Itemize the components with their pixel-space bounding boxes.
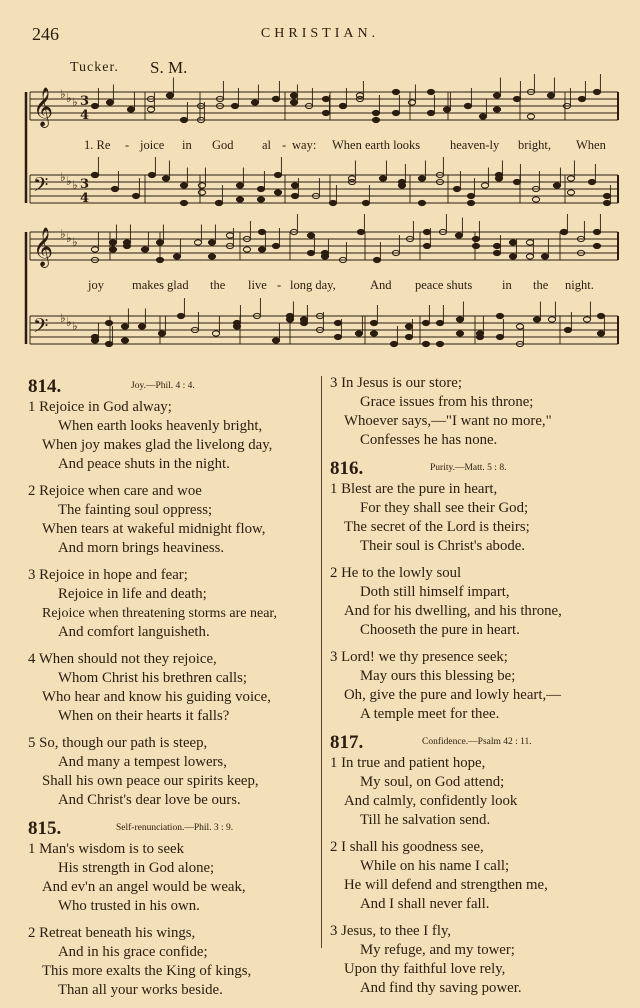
verse-line: Oh, give the pure and lowly heart,— <box>344 687 561 703</box>
verse-line: Rejoice in life and death; <box>58 586 207 602</box>
svg-text:4: 4 <box>80 108 90 123</box>
verse-line: His strength in God alone; <box>58 860 215 876</box>
svg-text:♭: ♭ <box>60 170 66 184</box>
lyric-syllable: bright, <box>518 138 551 152</box>
verse-line: And many a tempest lowers, <box>58 754 227 770</box>
verse-line: This more exalts the King of kings, <box>42 963 252 979</box>
stanza <box>330 754 625 830</box>
hymn-title: Joy.—Phil. 4 : 4. <box>131 381 195 391</box>
verse-line: He will defend and strengthen me, <box>344 877 548 893</box>
verse-line: Than all your works beside. <box>58 982 223 998</box>
tune-name: Tucker. <box>70 60 119 75</box>
column-divider <box>321 376 322 948</box>
verse-line: 3 In Jesus is our store; <box>330 375 462 391</box>
lyric-syllable: And <box>370 278 392 292</box>
stanza <box>330 648 625 724</box>
hymn-header <box>330 458 625 480</box>
lyric-syllable: in <box>502 278 512 292</box>
verse-line: 3 Rejoice in hope and fear; <box>28 567 188 583</box>
verse-line: And Christ's dear love be ours. <box>58 792 241 808</box>
lyric-syllable: 1. Re <box>84 138 111 152</box>
verse-line: And I shall never fall. <box>360 896 490 912</box>
stanza <box>330 838 625 914</box>
verse-line: Confesses he has none. <box>360 432 498 448</box>
lyric-syllable: way: <box>292 138 317 152</box>
verse-line: And in his grace confide; <box>58 944 208 960</box>
verse-line: Whoever says,—"I want no more," <box>344 413 552 429</box>
verse-line: For they shall see their God; <box>360 500 529 516</box>
hymn-header <box>330 732 625 754</box>
lyric-syllable: joice <box>140 138 165 152</box>
lyric-syllable: heaven-ly <box>450 138 500 152</box>
svg-text:♭: ♭ <box>60 311 66 325</box>
hymn-number: 816. <box>330 458 364 479</box>
verse-line: 3 Lord! we thy presence seek; <box>330 649 508 665</box>
verse-line: And for his dwelling, and his throne, <box>344 603 562 619</box>
lyric-syllable: the <box>533 278 549 292</box>
verse-line: And find thy saving power. <box>360 980 522 996</box>
verse-line: Chooseth the pure in heart. <box>360 622 520 638</box>
lyric-syllable: peace shuts <box>415 278 473 292</box>
verse-line: My soul, on God attend; <box>360 774 505 790</box>
verse-line: Doth still himself impart, <box>360 584 510 600</box>
verse-line: 2 He to the lowly soul <box>330 565 462 581</box>
stanza <box>330 374 625 450</box>
svg-text:♭: ♭ <box>66 231 72 245</box>
lyric-syllable: - <box>125 138 130 152</box>
stanza <box>330 922 625 998</box>
svg-text:♭: ♭ <box>72 95 78 109</box>
lyric-syllable: night. <box>565 278 594 292</box>
verse-line: And peace shuts in the night. <box>58 456 230 472</box>
lyric-syllable: - <box>277 278 282 292</box>
verse-line: When on their hearts it falls? <box>58 708 230 724</box>
stanza <box>330 564 625 640</box>
verse-line: Whom Christ his brethren calls; <box>58 670 248 686</box>
hymn-number: 817. <box>330 732 364 753</box>
verse-line: When tears at wakeful midnight flow, <box>42 521 266 537</box>
lyric-syllable: the <box>210 278 226 292</box>
svg-text:𝄢: 𝄢 <box>33 314 49 342</box>
verse-line: My refuge, and my tower; <box>360 942 515 958</box>
left-column <box>28 372 318 1008</box>
stanza <box>330 480 625 556</box>
verse-line: And comfort languisheth. <box>58 624 210 640</box>
running-head: CHRISTIAN. <box>260 26 380 41</box>
tune-meter: S. M. <box>150 58 188 77</box>
music-score <box>0 0 640 360</box>
verse-line: Grace issues from his throne; <box>360 394 534 410</box>
hymn-header <box>28 818 318 840</box>
verse-line: And morn brings heaviness. <box>58 540 225 556</box>
hymn-title: Purity.—Matt. 5 : 8. <box>430 463 507 473</box>
hymn-title: Self-renunciation.—Phil. 3 : 9. <box>116 823 234 833</box>
stanza <box>28 734 318 810</box>
svg-text:𝄢: 𝄢 <box>33 173 49 201</box>
verse-line: 5 So, though our path is steep, <box>28 735 208 751</box>
hymn-title: Confidence.—Psalm 42 : 11. <box>422 737 532 747</box>
stanza <box>28 924 318 1000</box>
verse-line: Rejoice when threatening storms are near, <box>42 606 278 621</box>
verse-line: 3 Jesus, to thee I fly, <box>330 923 452 939</box>
verse-line: 2 I shall his goodness see, <box>330 839 484 855</box>
stanza <box>28 398 318 474</box>
svg-text:♭: ♭ <box>66 315 72 329</box>
verse-line: And calmly, confidently look <box>344 793 518 809</box>
lyric-syllable: God <box>212 138 234 152</box>
svg-text:4: 4 <box>80 191 90 206</box>
svg-text:𝄞: 𝄞 <box>33 87 54 127</box>
hymn-number: 814. <box>28 376 62 397</box>
svg-text:♭: ♭ <box>72 319 78 333</box>
lyric-syllable: makes glad <box>132 278 189 292</box>
lyric-syllable: long day, <box>290 278 336 292</box>
verse-line: Upon thy faithful love rely, <box>344 961 506 977</box>
verse-line: Their soul is Christ's abode. <box>360 538 526 554</box>
verse-line: May ours this blessing be; <box>360 668 516 684</box>
stanza <box>28 650 318 726</box>
verse-line: 1 Rejoice in God alway; <box>28 399 172 415</box>
stanza <box>28 840 318 916</box>
lyric-syllable: When <box>576 138 606 152</box>
lyric-syllable: al <box>262 138 272 152</box>
svg-text:♭: ♭ <box>60 87 66 101</box>
page-number: 246 <box>32 24 59 44</box>
verse-line: Shall his own peace our spirits keep, <box>42 773 259 789</box>
verse-line: 1 Man's wisdom is to seek <box>28 841 184 857</box>
verse-line: While on his name I call; <box>360 858 510 874</box>
verse-line: 1 Blest are the pure in heart, <box>330 481 498 497</box>
svg-text:♭: ♭ <box>72 178 78 192</box>
verse-line: 2 Rejoice when care and woe <box>28 483 202 499</box>
lyric-syllable: live <box>248 278 267 292</box>
verse-line: Till he salvation send. <box>360 812 491 828</box>
lyric-syllable: joy <box>88 278 104 292</box>
verse-line: And ev'n an angel would be weak, <box>42 879 246 895</box>
svg-text:♭: ♭ <box>66 91 72 105</box>
svg-text:3: 3 <box>80 94 90 109</box>
svg-text:♭: ♭ <box>60 227 66 241</box>
svg-text:♭: ♭ <box>66 174 72 188</box>
verse-line: 2 Retreat beneath his wings, <box>28 925 196 941</box>
right-column <box>330 374 625 1006</box>
verse-line: When joy makes glad the livelong day, <box>42 437 273 453</box>
verse-line: Who trusted in his own. <box>58 898 200 914</box>
hymn-header <box>28 376 318 398</box>
stanza <box>28 566 318 642</box>
svg-text:3: 3 <box>80 177 90 192</box>
svg-text:♭: ♭ <box>72 235 78 249</box>
verse-line: Who hear and know his guiding voice, <box>42 689 271 705</box>
lyric-syllable: - <box>282 138 287 152</box>
svg-text:𝄞: 𝄞 <box>33 227 54 267</box>
verse-line: 4 When should not they rejoice, <box>28 651 217 667</box>
verse-line: The secret of the Lord is theirs; <box>344 519 530 535</box>
stanza <box>28 482 318 558</box>
verse-line: 1 In true and patient hope, <box>330 755 486 771</box>
verse-line: The fainting soul oppress; <box>58 502 213 518</box>
verse-line: A temple meet for thee. <box>360 706 500 722</box>
lyric-syllable: in <box>182 138 192 152</box>
hymn-number: 815. <box>28 818 62 839</box>
verse-line: When earth looks heavenly bright, <box>58 418 263 434</box>
lyric-syllable: When earth looks <box>332 138 421 152</box>
